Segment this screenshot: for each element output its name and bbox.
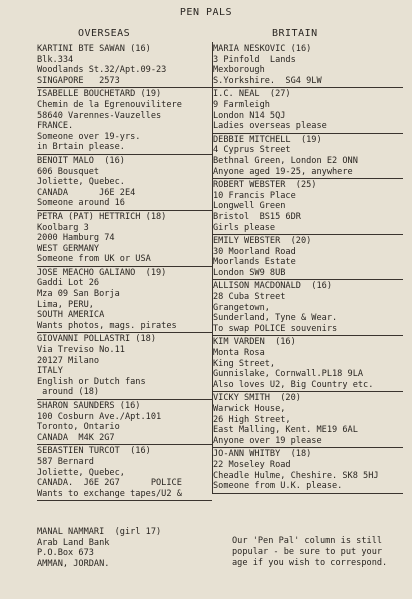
pen-pal-line: Warwick House,: [213, 404, 286, 414]
pen-pal-line: Someone from U.K. please.: [213, 481, 343, 492]
pen-pal-name: PETRA (PAT) HETTRICH (18): [37, 211, 167, 222]
pen-pal-name: GIOVANNI POLLASTRI (18): [37, 334, 156, 345]
pen-pal-line: East Malling, Kent. ME19 6AL: [213, 425, 358, 436]
pen-pal-line: Joliette, Quebec,: [37, 467, 125, 478]
pen-pal-entry: [213, 337, 403, 392]
pen-pal-entry: [37, 89, 212, 155]
britain-column: [213, 44, 403, 495]
pen-pal-name: VICKY SMITH (20): [213, 393, 301, 404]
pen-pal-line: Ladies overseas please: [213, 121, 327, 132]
pen-pal-name: ALLISON MACDONALD (16): [213, 281, 332, 292]
pen-pal-name: KIM VARDEN (16): [213, 337, 296, 348]
pen-pal-line: 100 Cosburn Ave./Apt.101: [37, 411, 162, 422]
pen-pal-line: 9 Farmleigh: [213, 99, 270, 110]
pen-pal-line: CANADA J6E 2E4: [37, 187, 136, 198]
page-title: PEN PALS: [179, 7, 233, 18]
pen-pal-entry: [37, 156, 212, 211]
pen-pal-line: Monta Rosa: [213, 348, 265, 359]
pen-pal-line: 4 Cyprus Street: [213, 145, 291, 156]
pen-pal-line: 28 Cuba Street: [213, 292, 286, 303]
pen-pal-line: Lima, PERU,: [37, 299, 94, 310]
pen-pal-entry: [37, 44, 212, 88]
pen-pal-line: in Brtain please.: [37, 142, 125, 153]
pen-pal-name: KARTINI BTE SAWAN (16): [37, 44, 151, 54]
pen-pal-line: 26 High Street,: [213, 414, 291, 425]
pen-pal-line: To swap POLICE souvenirs: [213, 323, 338, 334]
pen-pal-line: Cheadle Hulme, Cheshire. SK8 5HJ: [213, 470, 379, 481]
pen-pal-entry: [213, 135, 403, 179]
pen-pal-line: Girls please: [213, 222, 276, 233]
note-line: Our 'Pen Pal' column is still: [232, 536, 383, 546]
pen-pal-line: Anyone aged 19-25, anywhere: [213, 166, 353, 177]
pen-pal-line: Someone over 19-yrs.: [37, 131, 141, 142]
pen-pal-entry: [213, 44, 403, 88]
pen-pal-line: Wants to exchange tapes/U2 &: [37, 488, 182, 499]
pen-pal-entry: [37, 446, 212, 501]
pen-pal-line: 606 Bousquet: [37, 166, 100, 177]
pen-pal-line: Mza 09 San Borja: [37, 289, 120, 300]
note-line: popular - be sure to put your: [232, 547, 383, 557]
pen-pal-line: P.O.Box 673: [37, 548, 94, 559]
pen-pal-name: ROBERT WEBSTER (25): [213, 180, 317, 191]
pen-pal-name: BENOIT MALO (16): [37, 155, 125, 166]
pen-pal-name: SEBASTIEN TURCOT (16): [37, 446, 151, 457]
overseas-header: OVERSEAS: [78, 28, 131, 39]
pen-pal-line: Moorlands Estate: [213, 257, 296, 268]
pen-pal-entry: [213, 449, 403, 493]
pen-pal-name: JO-ANN WHITBY (18): [213, 449, 312, 460]
pen-pal-line: WEST GERMANY: [37, 243, 100, 254]
pen-pal-line: Bristol BS15 6DR: [213, 211, 301, 222]
pen-pal-line: SINGAPORE 2573: [37, 75, 120, 86]
pen-pal-line: 3 Pinfold Lands: [213, 54, 296, 65]
pen-pal-line: AMMAN, JORDAN.: [37, 558, 110, 569]
pen-pal-line: Toronto, Ontario: [37, 422, 120, 433]
pen-pal-line: Arab Land Bank: [37, 537, 110, 548]
pen-pal-entry: [37, 334, 212, 400]
pen-pal-line: Joliette, Quebec.: [37, 177, 125, 188]
pen-pal-name: JOSE MEACHO GALIANO (19): [37, 267, 167, 278]
pen-pal-line: Gunnislake, Cornwall.PL18 9LA: [213, 369, 364, 380]
pen-pal-line: 20127 Milano: [37, 355, 100, 366]
pen-pal-line: 22 Moseley Road: [213, 459, 291, 470]
pen-pal-line: Someone from UK or USA: [37, 254, 151, 265]
pen-pal-line: CANADA. J6E 2G7 POLICE: [37, 478, 182, 489]
pen-pal-line: 10 Francis Place: [213, 190, 296, 201]
pen-pal-line: Someone around 16: [37, 198, 125, 209]
pen-pal-line: FRANCE.: [37, 121, 74, 132]
pen-pal-line: Gaddi Lot 26: [37, 278, 100, 289]
pen-pal-line: Via Treviso No.11: [37, 345, 125, 356]
pen-pal-line: London N14 5QJ: [213, 110, 286, 121]
pen-pal-line: Woodlands St.32/Apt.09-23: [37, 65, 167, 76]
pen-pal-line: Koolbarg 3: [37, 222, 89, 233]
pen-pal-line: Bethnal Green, London E2 ONN: [213, 155, 358, 166]
pen-pal-entry: [213, 236, 403, 280]
pen-pal-line: ITALY: [37, 366, 63, 377]
overseas-column: [37, 44, 212, 502]
pen-pal-name: MANAL NAMMARI (girl 17): [37, 527, 162, 537]
pen-pal-entry: [37, 401, 212, 445]
pen-pal-line: Mexborough: [213, 65, 265, 76]
pen-pal-line: around (18): [37, 387, 100, 398]
pen-pal-line: Chemin de la Egrenouvilitere: [37, 99, 182, 110]
pen-pal-line: Also loves U2, Big Country etc.: [213, 379, 374, 390]
editor-note: [232, 536, 402, 569]
pen-pal-line: Wants photos, mags. pirates: [37, 320, 177, 331]
pen-pal-entry: [213, 281, 403, 336]
pen-pal-name: SHARON SAUNDERS (16): [37, 401, 141, 411]
pen-pal-line: London SW9 8UB: [213, 267, 286, 278]
pen-pal-line: Grangetown,: [213, 302, 270, 313]
pen-pal-entry: [213, 89, 403, 133]
britain-header: BRITAIN: [272, 28, 318, 39]
pen-pal-name: ISABELLE BOUCHETARD (19): [37, 89, 162, 100]
pen-pal-line: King Street,: [213, 358, 276, 369]
pen-pal-line: Anyone over 19 please: [213, 435, 322, 446]
pen-pal-entry: [213, 180, 403, 235]
overseas-last-entry: [37, 527, 161, 569]
pen-pal-line: 2000 Hamburg 74: [37, 233, 115, 244]
note-line: age if you wish to correspond.: [232, 558, 388, 568]
pen-pal-line: CANADA M4K 2G7: [37, 432, 115, 443]
pen-pal-entry: [37, 212, 212, 267]
pen-pal-line: Sunderland, Tyne & Wear.: [213, 313, 338, 324]
pen-pal-line: 58640 Varennes-Vauzelles: [37, 110, 162, 121]
pen-pal-entry: [37, 268, 212, 334]
pen-pal-line: English or Dutch fans: [37, 376, 146, 387]
pen-pal-name: I.C. NEAL (27): [213, 89, 291, 100]
pen-pal-name: MARIA NESKOVIC (16): [213, 44, 312, 54]
pen-pal-line: SOUTH AMERICA: [37, 310, 105, 321]
pen-pal-line: 30 Moorland Road: [213, 246, 296, 257]
pen-pal-line: Longwell Green: [213, 201, 286, 212]
pen-pal-name: EMILY WEBSTER (20): [213, 236, 312, 247]
pen-pal-name: DEBBIE MITCHELL (19): [213, 134, 322, 145]
pen-pal-line: S.Yorkshire. SG4 9LW: [213, 75, 322, 86]
pen-pal-entry: [213, 393, 403, 448]
pen-pal-line: Blk.334: [37, 54, 74, 65]
pen-pal-line: 587 Bernard: [37, 456, 94, 467]
